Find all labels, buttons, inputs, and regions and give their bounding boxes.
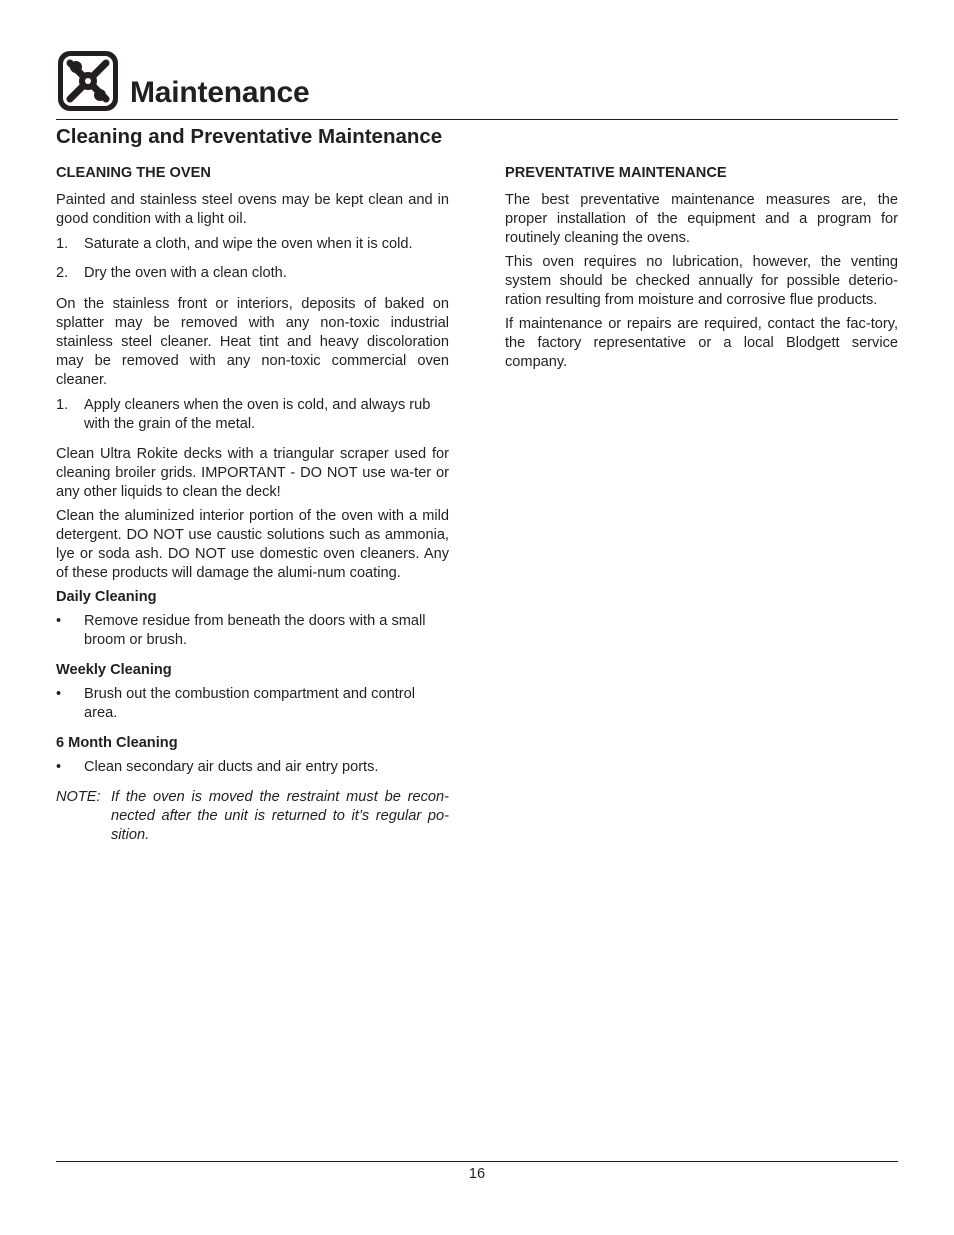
daily-cleaning-heading: Daily Cleaning — [56, 589, 157, 605]
list-item-text: Apply cleaners when the oven is cold, and always rub with the grain of the metal. — [84, 397, 431, 432]
page-header — [56, 48, 898, 120]
list-item — [56, 612, 449, 650]
bullet-marker: • — [56, 686, 62, 702]
note-text: If the oven is moved the restraint must be recon-nected after the unit is returned to it’s regular po-sition. — [111, 789, 449, 843]
list-item — [56, 685, 449, 723]
preventative-paragraph-2: This oven requires no lubrication, however, the venting system should be checked annually for possible deterio-ration resulting from moisture and corrosive flue products. — [505, 254, 898, 308]
preventative-paragraph-3: If maintenance or repairs are required, contact the fac-tory, the factory representative or a local Blodgett service company. — [505, 316, 898, 370]
list-item-text: Dry the oven with a clean cloth. — [84, 265, 287, 281]
weekly-cleaning-heading: Weekly Cleaning — [56, 662, 172, 678]
stainless-paragraph: On the stainless front or interiors, deposits of baked on splatter may be removed with any non-toxic industrial stainless steel cleaner. Heat tint and heavy discoloration may be removed with any non-toxic commercial oven cleaner. — [56, 296, 449, 388]
section-title: Cleaning and Preventative Maintenance — [56, 125, 443, 148]
rokite-paragraph: Clean Ultra Rokite decks with a triangular scraper used for cleaning broiler grids. IMPORTANT - DO NOT use wa-ter or any other liquids to clean the deck! — [56, 446, 449, 500]
intro-paragraph: Painted and stainless steel ovens may be kept clean and in good condition with a light oil. — [56, 192, 449, 227]
list-item — [56, 235, 449, 254]
list-marker: 1. — [56, 236, 69, 252]
footer-divider — [56, 1161, 898, 1162]
list-item-text: Remove residue from beneath the doors with a small broom or brush. — [84, 613, 426, 648]
bullet-marker: • — [56, 759, 62, 775]
list-item — [56, 264, 449, 283]
six-month-cleaning-heading: 6 Month Cleaning — [56, 735, 178, 751]
left-column — [56, 164, 449, 845]
wrench-screwdriver-icon — [56, 49, 120, 113]
bullet-marker: • — [56, 613, 62, 629]
list-item — [56, 396, 449, 434]
right-column — [505, 164, 898, 372]
list-item-text: Clean secondary air ducts and air entry ports. — [84, 759, 379, 775]
note-label: NOTE: — [56, 789, 101, 805]
aluminized-paragraph: Clean the aluminized interior portion of the oven with a mild detergent. DO NOT use caustic solutions such as ammonia, lye or soda ash. DO NOT use domestic oven cleaners. Any of these products will damage the alumi-num coating. — [56, 508, 449, 581]
preventative-paragraph-1: The best preventative maintenance measures are, the proper installation of the equipment and a program for routinely cleaning the ovens. — [505, 192, 898, 246]
preventative-heading: PREVENTATIVE MAINTENANCE — [505, 165, 727, 181]
list-marker: 1. — [56, 397, 69, 413]
cleaning-heading: CLEANING THE OVEN — [56, 165, 211, 181]
list-item-text: Brush out the combustion compartment and control area. — [84, 686, 415, 721]
list-item-text: Saturate a cloth, and wipe the oven when it is cold. — [84, 236, 413, 252]
note — [56, 788, 449, 845]
page-title: Maintenance — [130, 76, 310, 109]
list-item — [56, 758, 449, 777]
page-number: 16 — [468, 1166, 486, 1182]
list-marker: 2. — [56, 265, 69, 281]
